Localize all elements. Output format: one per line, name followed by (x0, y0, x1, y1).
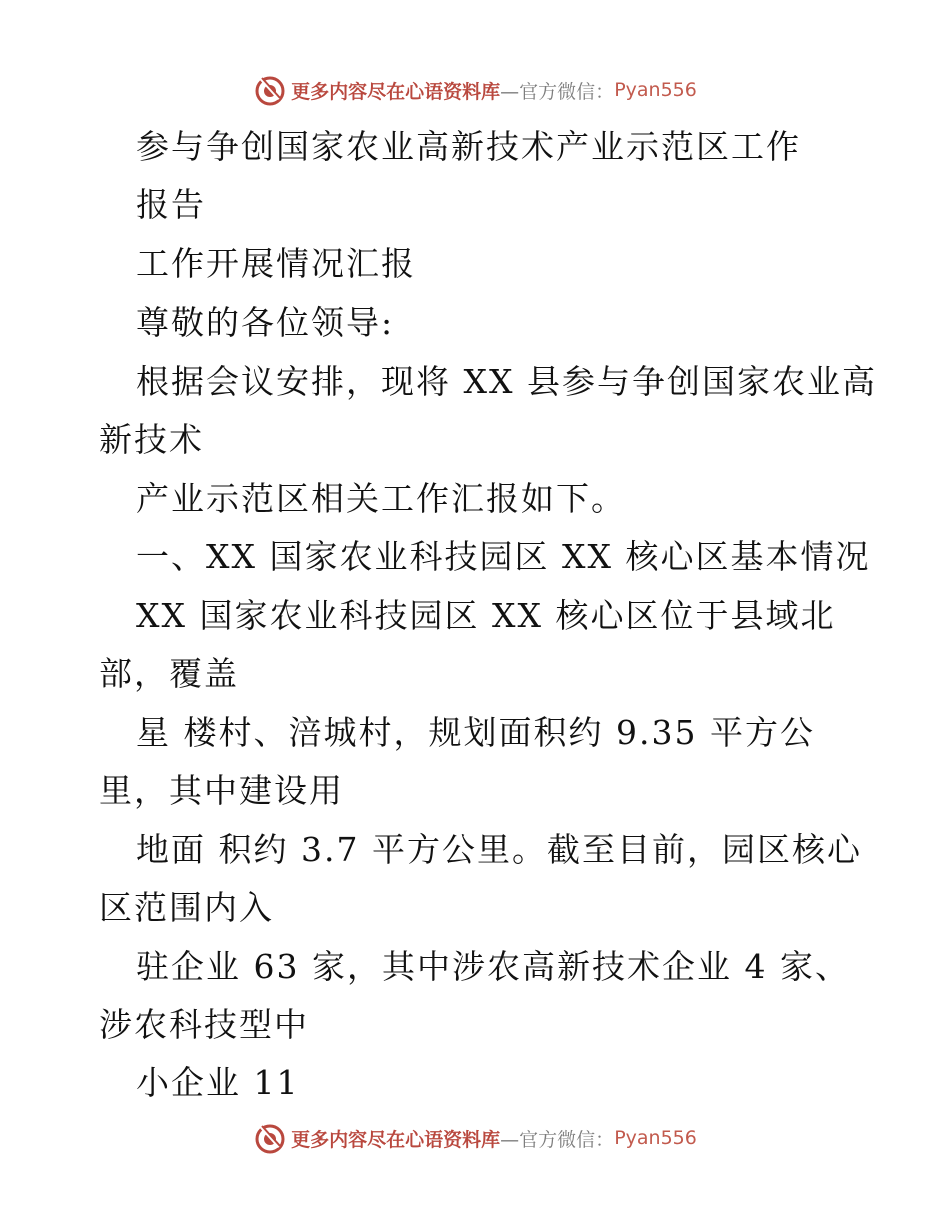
banner-official-label: —官方微信： (500, 1128, 615, 1151)
paragraph-line: 星 楼村、涪城村，规划面积约 9.35 平方公 (136, 713, 815, 752)
header-banner (0, 70, 950, 110)
paragraph-line: 驻企业 63 家，其中涉农高新技术企业 4 家、 (136, 947, 850, 986)
paragraph-line: 产业示范区相关工作汇报如下。 (136, 479, 626, 518)
paragraph-line: 区范围内入 (99, 888, 274, 927)
section-heading: 一、XX 国家农业科技园区 XX 核心区基本情况 (136, 537, 871, 576)
banner-official-label: —官方微信： (500, 80, 615, 103)
paragraph-line: 涉农科技型中 (99, 1005, 309, 1044)
paragraph-line: 根据会议安排，现将 XX 县参与争创国家农业高 (136, 362, 877, 401)
document-title-line-1: 参与争创国家农业高新技术产业示范区工作 (136, 127, 801, 166)
paragraph-line: 部，覆盖 (99, 654, 239, 693)
paragraph-line: 地面 积约 3.7 平方公里。截至目前，园区核心 (136, 830, 862, 869)
footer-banner (0, 1118, 950, 1158)
document-subtitle: 工作开展情况汇报 (136, 244, 416, 283)
paragraph-line: XX 国家农业科技园区 XX 核心区位于县域北 (136, 596, 836, 635)
banner-title: 更多内容尽在心语资料库 (291, 80, 501, 103)
banner-title: 更多内容尽在心语资料库 (291, 1128, 501, 1151)
logo-icon (253, 1121, 287, 1155)
document-title-line-2: 报告 (136, 185, 206, 224)
paragraph-line: 里，其中建设用 (99, 771, 344, 810)
paragraph-line: 小企业 11 (136, 1063, 300, 1102)
paragraph-line: 新技术 (99, 420, 204, 459)
logo-icon (253, 73, 287, 107)
salutation: 尊敬的各位领导: (136, 303, 395, 342)
banner-wechat-id: Pyan556 (614, 79, 697, 101)
banner-wechat-id: Pyan556 (614, 1127, 697, 1149)
